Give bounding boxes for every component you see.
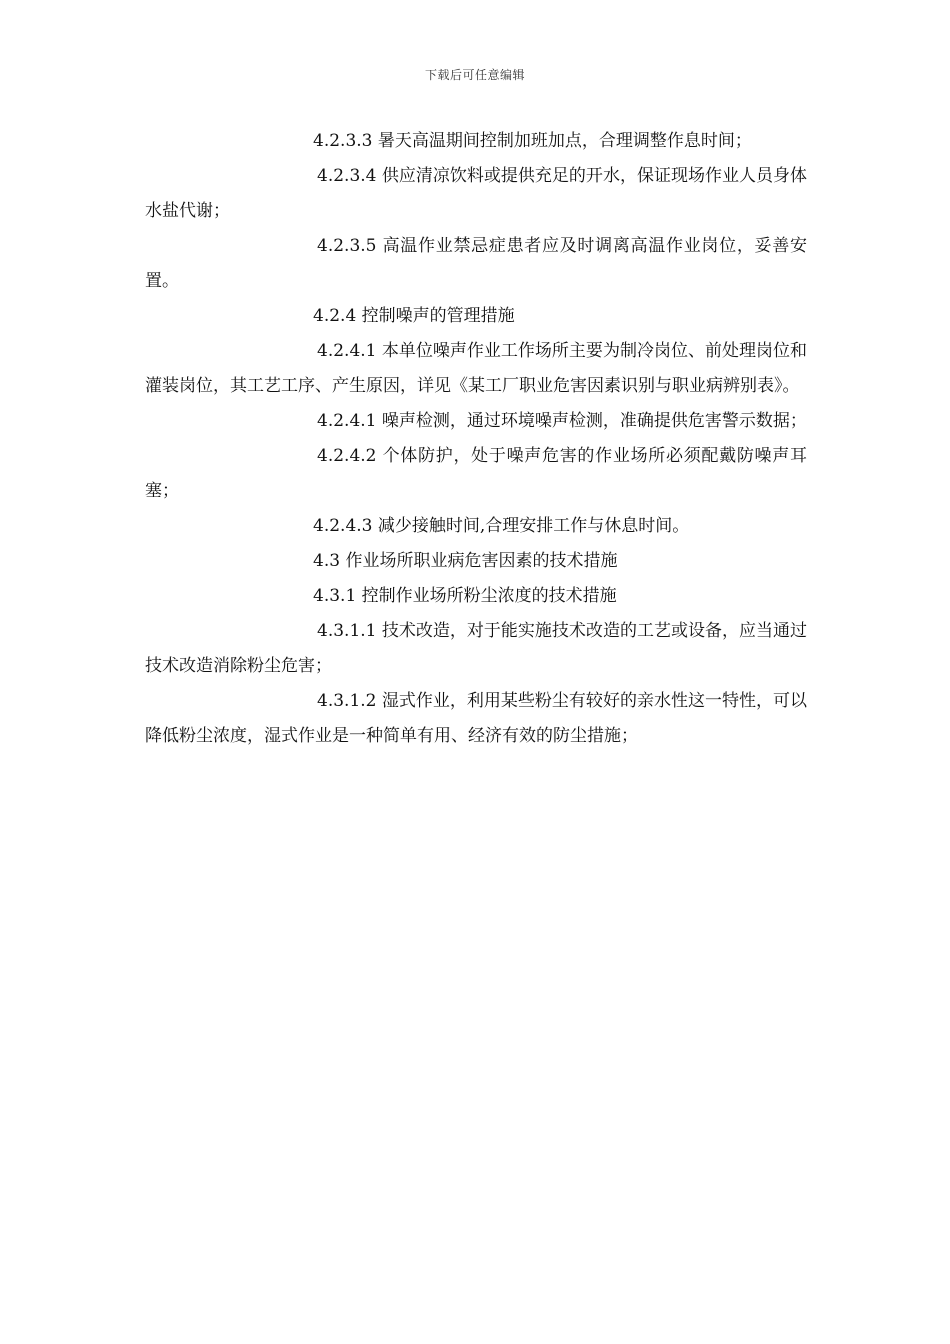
document-body: [145, 124, 807, 754]
paragraph-4-2-3-5: 4.2.3.5 高温作业禁忌症患者应及时调离高温作业岗位，妥善安置。: [145, 236, 807, 291]
paragraph-4-2-3-4: 4.2.3.4 供应清凉饮料或提供充足的开水，保证现场作业人员身体水盐代谢；: [145, 166, 807, 221]
paragraph-4-2-4-1-a: 4.2.4.1 本单位噪声作业工作场所主要为制冷岗位、前处理岗位和灌装岗位，其工艺工序、产生原因，详见《某工厂职业危害因素识别与职业病辨别表》。: [145, 341, 807, 396]
heading-4-3-1: 4.3.1 控制作业场所粉尘浓度的技术措施: [313, 586, 617, 606]
paragraph-4-2-4-3: 4.2.4.3 减少接触时间,合理安排工作与休息时间。: [313, 516, 690, 536]
paragraph-4-3-1-1: 4.3.1.1 技术改造，对于能实施技术改造的工艺或设备，应当通过技术改造消除粉尘危害；: [145, 621, 807, 676]
paragraph-4-2-3-3: 4.2.3.3 暑天高温期间控制加班加点，合理调整作息时间；: [313, 131, 752, 151]
heading-4-3: 4.3 作业场所职业病危害因素的技术措施: [313, 551, 618, 571]
paragraph-4-2-4-2: 4.2.4.2 个体防护，处于噪声危害的作业场所必须配戴防噪声耳塞；: [145, 446, 807, 501]
heading-4-2-4: 4.2.4 控制噪声的管理措施: [313, 306, 515, 326]
page-header: 下载后可任意编辑: [424, 68, 525, 82]
paragraph-4-2-4-1-b: 4.2.4.1 噪声检测，通过环境噪声检测，准确提供危害警示数据；: [317, 411, 807, 431]
paragraph-4-3-1-2: 4.3.1.2 湿式作业，利用某些粉尘有较好的亲水性这一特性，可以降低粉尘浓度，湿式作业是一种简单有用、经济有效的防尘措施；: [145, 691, 807, 746]
